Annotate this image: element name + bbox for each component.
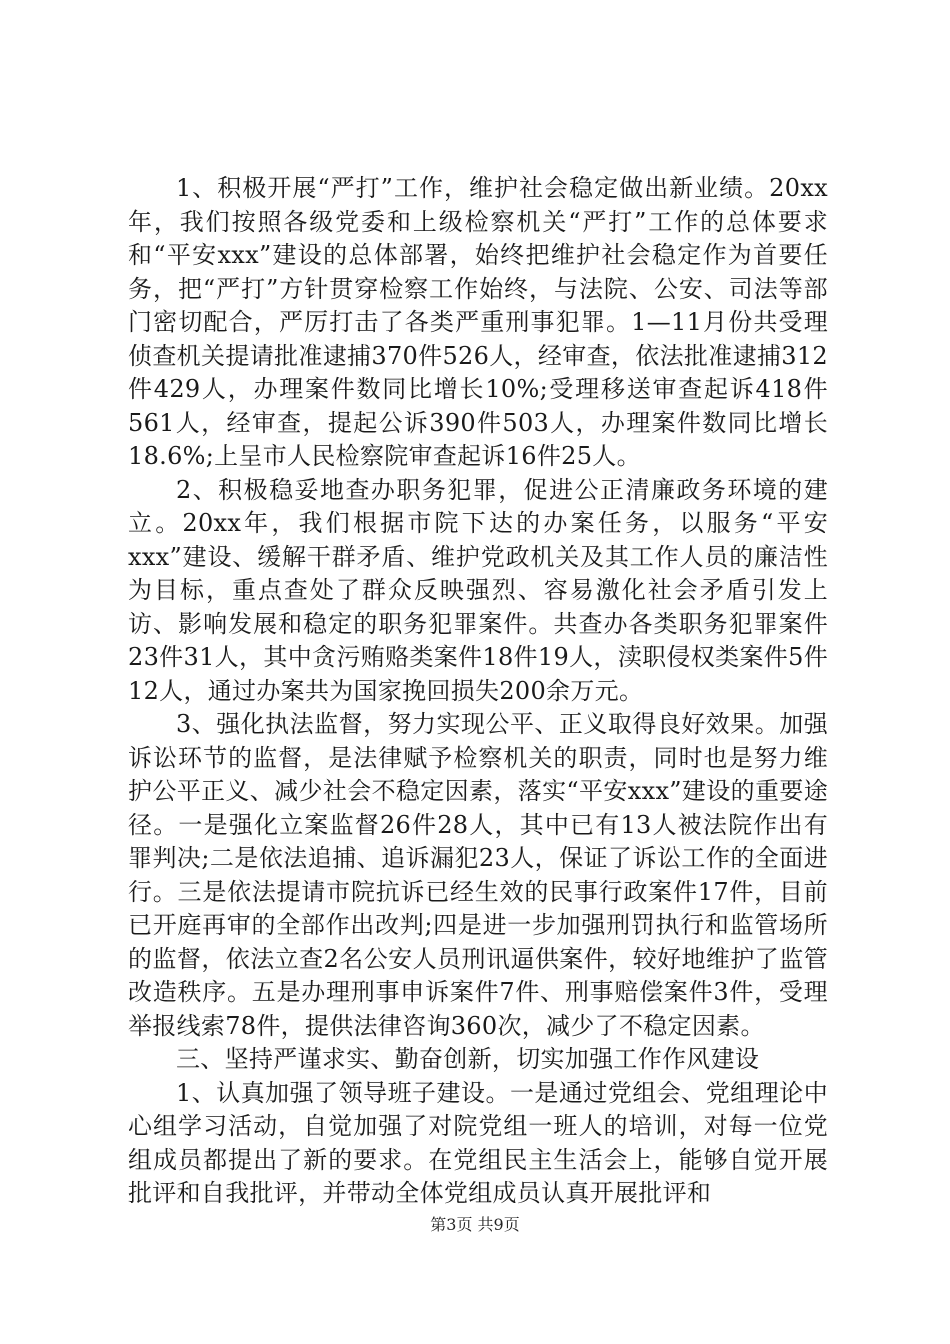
document-body	[128, 172, 828, 1211]
page-number-footer: 第3页 共9页	[430, 1215, 520, 1234]
paragraph-law-supervision: 3、强化执法监督，努力实现公平、正义取得良好效果。加强诉讼环节的监督，是法律赋予检察机关的职责，同时也是努力维护公平正义、减少社会不稳定因素，落实“平安xxx”建设的重要途径。一是强化立案监督26件28人，其中已有13人被法院作出有罪判决;二是依法追捕、追诉漏犯23人，保证了诉讼工作的全面进行。三是依法提请市院抗诉已经生效的民事行政案件17件，目前已开庭再审的全部作出改判;四是进一步加强刑罚执行和监管场所的监督，依法立查2名公安人员刑讯逼供案件，较好地维护了监管改造秩序。五是办理刑事申诉案件7件、刑事赔偿案件3件，受理举报线索78件，提供法律咨询360次，减少了不稳定因素。	[128, 710, 828, 1040]
section-heading-work-style: 三、坚持严谨求实、勤奋创新，切实加强工作作风建设	[176, 1045, 760, 1073]
paragraph-leadership: 1、认真加强了领导班子建设。一是通过党组会、党组理论中心组学习活动，自觉加强了对院党组一班人的培训，对每一位党组成员都提出了新的要求。在党组民主生活会上，能够自觉开展批评和自我批评，并带动全体党组成员认真开展批评和	[128, 1078, 828, 1207]
paragraph-duty-crime: 2、积极稳妥地查办职务犯罪，促进公正清廉政务环境的建立。20xx年，我们根据市院下达的办案任务，以服务“平安xxx”建设、缓解干群矛盾、维护党政机关及其工作人员的廉洁性为目标，重点查处了群众反映强烈、容易激化社会矛盾引发上访、影响发展和稳定的职务犯罪案件。共查办各类职务犯罪案件23件31人，其中贪污贿赂类案件18件19人，渎职侵权类案件5件12人，通过办案共为国家挽回损失200余万元。	[128, 475, 828, 705]
paragraph-strike-hard: 1、积极开展“严打”工作，维护社会稳定做出新业绩。20xx年，我们按照各级党委和上级检察机关“严打”工作的总体要求和“平安xxx”建设的总体部署，始终把维护社会稳定作为首要任务，把“严打”方针贯穿检察工作始终，与法院、公安、司法等部门密切配合，严厉打击了各类严重刑事犯罪。1—11月份共受理侦查机关提请批准逮捕370件526人，经审查，依法批准逮捕312件429人，办理案件数同比增长10%;受理移送审查起诉418件561人，经审查，提起公诉390件503人，办理案件数同比增长18.6%;上呈市人民检察院审查起诉16件25人。	[128, 174, 828, 470]
